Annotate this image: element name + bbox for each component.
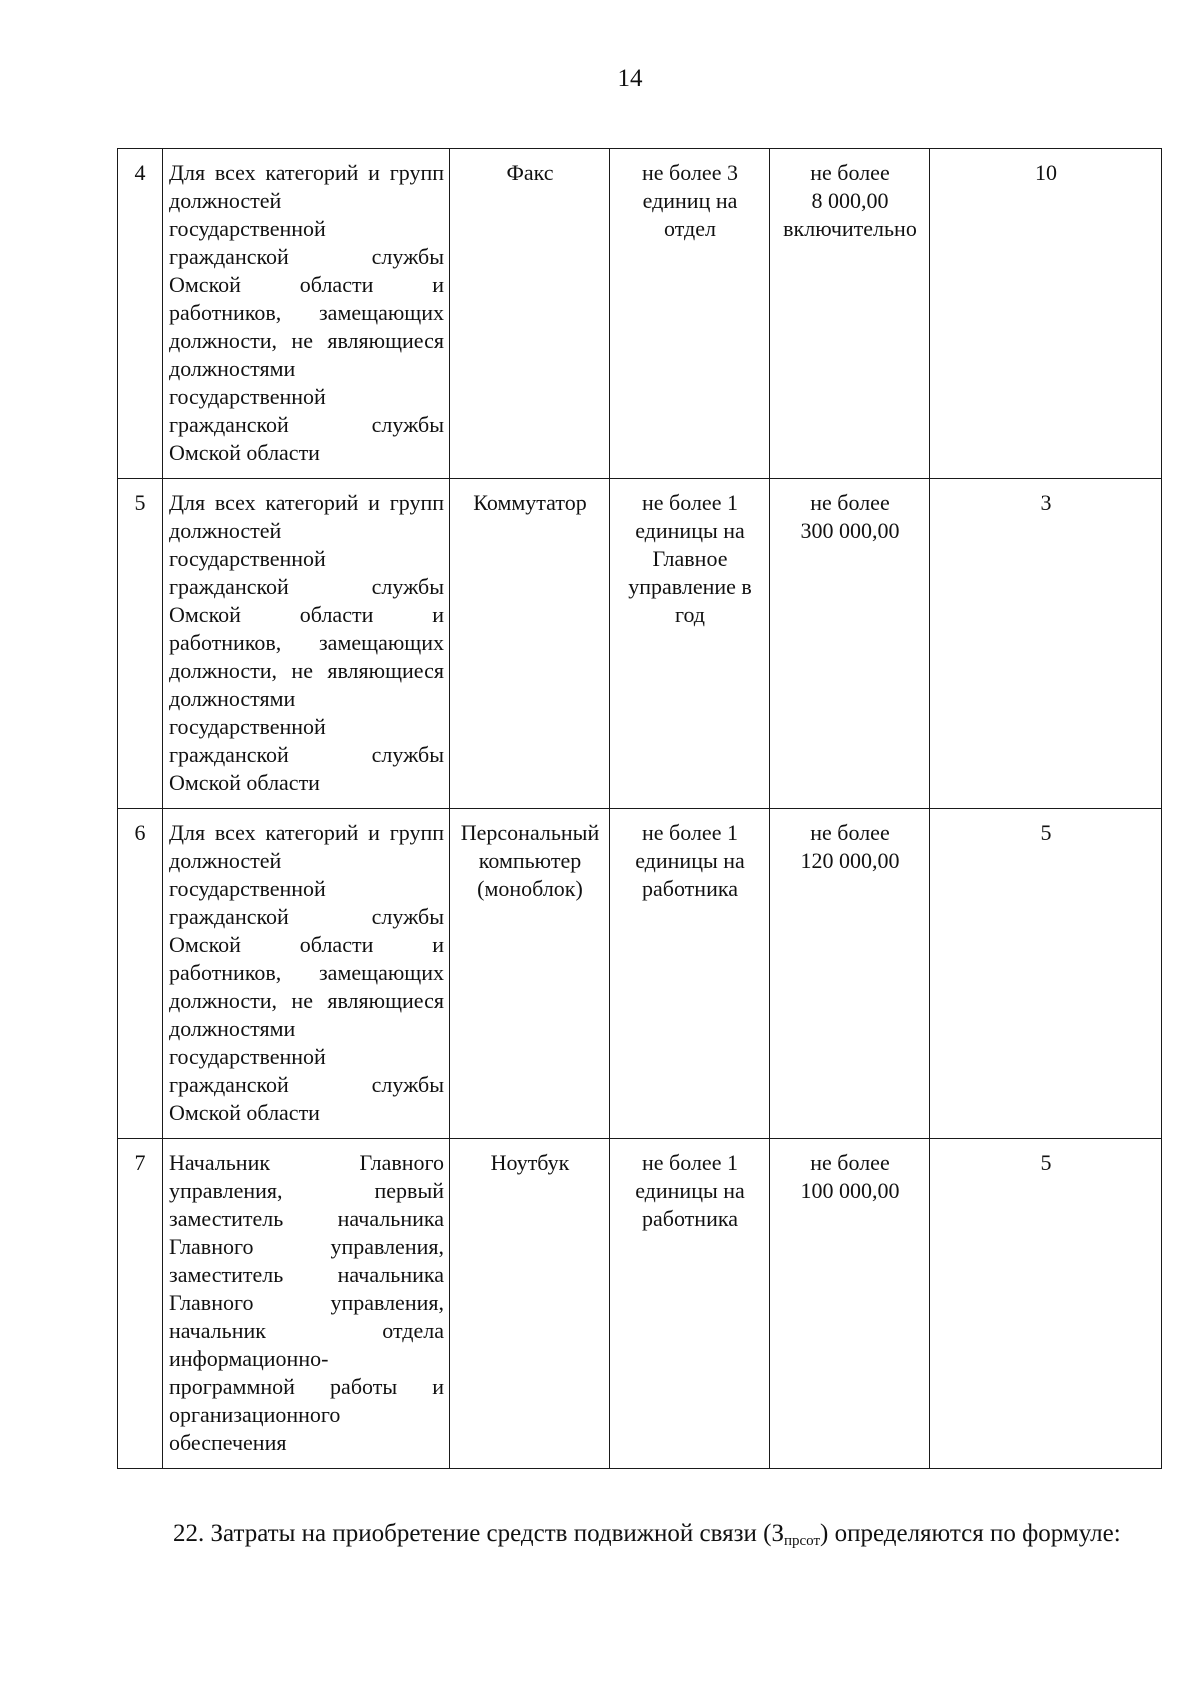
row-number: 7 bbox=[118, 1139, 163, 1469]
cell-line: единицы на bbox=[635, 518, 745, 543]
cell-line: Главного управления, bbox=[169, 1234, 444, 1259]
paragraph-text-before: 22. Затраты на приобретение средств подвижной связи (З bbox=[173, 1520, 784, 1547]
cell-line: организационного bbox=[169, 1402, 341, 1427]
cell-line: должностями bbox=[169, 1016, 296, 1041]
cell-line: гражданской службы bbox=[169, 244, 444, 269]
cell-line: программной работы и bbox=[169, 1374, 444, 1399]
cell-line: начальник отдела bbox=[169, 1318, 444, 1343]
cell-line: не более bbox=[810, 160, 890, 185]
table-row bbox=[118, 479, 1162, 809]
cell-line: год bbox=[674, 602, 706, 627]
cell-line: работника bbox=[642, 876, 738, 901]
position-category bbox=[163, 1139, 450, 1469]
cell-line: должностей bbox=[169, 188, 282, 213]
cell-line: Омской области bbox=[169, 440, 320, 465]
quantity-norm bbox=[610, 149, 770, 479]
equipment-name bbox=[450, 149, 610, 479]
position-category bbox=[163, 149, 450, 479]
cell-line: Для всех категорий и групп bbox=[169, 820, 444, 845]
quantity-norm bbox=[610, 479, 770, 809]
cell-line: работников, замещающих bbox=[169, 960, 444, 985]
service-life: 5 bbox=[930, 809, 1162, 1139]
cell-line: включительно bbox=[783, 216, 917, 241]
cell-line: не более 1 bbox=[642, 820, 738, 845]
cell-line: компьютер bbox=[478, 848, 582, 873]
position-category bbox=[163, 479, 450, 809]
row-number: 6 bbox=[118, 809, 163, 1139]
cell-line: не более 3 bbox=[642, 160, 738, 185]
table-row bbox=[118, 1139, 1162, 1469]
cell-line: государственной bbox=[169, 876, 326, 901]
price-norm bbox=[770, 479, 930, 809]
norms-table bbox=[117, 148, 1162, 1469]
cell-line: Главного управления, bbox=[169, 1290, 444, 1315]
equipment-name bbox=[450, 1139, 610, 1469]
price-norm bbox=[770, 149, 930, 479]
service-life: 10 bbox=[930, 149, 1162, 479]
cell-line: Омской области и bbox=[169, 602, 444, 627]
cell-line: должности, не являющиеся bbox=[169, 328, 444, 353]
price-norm bbox=[770, 1139, 930, 1469]
cell-line: Персональный bbox=[460, 820, 600, 845]
cell-line: не более bbox=[810, 490, 890, 515]
service-life: 5 bbox=[930, 1139, 1162, 1469]
cell-line: не более bbox=[810, 1150, 890, 1175]
cell-line: Омской области и bbox=[169, 932, 444, 957]
cell-line: гражданской службы bbox=[169, 742, 444, 767]
page-number: 14 bbox=[617, 65, 643, 92]
row-number: 4 bbox=[118, 149, 163, 479]
service-life: 3 bbox=[930, 479, 1162, 809]
cell-line: работника bbox=[642, 1206, 738, 1231]
cell-line: Ноутбук bbox=[490, 1150, 570, 1175]
cell-line: должностями bbox=[169, 356, 296, 381]
cell-line: Для всех категорий и групп bbox=[169, 490, 444, 515]
cell-line: Омской области и bbox=[169, 272, 444, 297]
cell-line: Омской области bbox=[169, 770, 320, 795]
cell-line: государственной bbox=[169, 216, 326, 241]
cell-line: государственной bbox=[169, 546, 326, 571]
cell-line: гражданской службы bbox=[169, 1072, 444, 1097]
row-number: 5 bbox=[118, 479, 163, 809]
cell-line: должностей bbox=[169, 518, 282, 543]
cell-line: Главное bbox=[652, 546, 728, 571]
cell-line: должности, не являющиеся bbox=[169, 658, 444, 683]
cell-line: единицы на bbox=[635, 1178, 745, 1203]
cell-line: обеспечения bbox=[169, 1430, 287, 1455]
cell-line: гражданской службы bbox=[169, 904, 444, 929]
cell-line: государственной bbox=[169, 1044, 326, 1069]
equipment-name bbox=[450, 809, 610, 1139]
cell-line: Для всех категорий и групп bbox=[169, 160, 444, 185]
cell-line: Коммутатор bbox=[473, 490, 587, 515]
price-norm bbox=[770, 809, 930, 1139]
cell-line: не более bbox=[810, 820, 890, 845]
cell-line: должностями bbox=[169, 686, 296, 711]
table-row bbox=[118, 809, 1162, 1139]
paragraph-text-after: ) определяются по формуле: bbox=[820, 1520, 1121, 1547]
cell-line: 120 000,00 bbox=[800, 848, 900, 873]
table-body bbox=[118, 149, 1162, 1469]
table-row bbox=[118, 149, 1162, 479]
paragraph-subscript: прсот bbox=[783, 1533, 821, 1549]
cell-line: Омской области bbox=[169, 1100, 320, 1125]
cell-line: работников, замещающих bbox=[169, 630, 444, 655]
cell-line: информационно- bbox=[169, 1346, 329, 1371]
cell-line: 300 000,00 bbox=[800, 518, 900, 543]
cell-line: не более 1 bbox=[642, 490, 738, 515]
cell-line: государственной bbox=[169, 384, 326, 409]
cell-line: гражданской службы bbox=[169, 412, 444, 437]
cell-line: единицы на bbox=[635, 848, 745, 873]
quantity-norm bbox=[610, 809, 770, 1139]
equipment-name bbox=[450, 479, 610, 809]
position-category bbox=[163, 809, 450, 1139]
cell-line: Факс bbox=[506, 160, 554, 185]
cell-line: отдел bbox=[664, 216, 716, 241]
cell-line: управление в bbox=[628, 574, 752, 599]
formula-intro-paragraph bbox=[117, 1518, 1162, 1550]
cell-line: Начальник Главного bbox=[169, 1150, 444, 1175]
cell-line: единиц на bbox=[642, 188, 738, 213]
cell-line: (моноблок) bbox=[477, 876, 583, 901]
cell-line: не более 1 bbox=[642, 1150, 738, 1175]
cell-line: заместитель начальника bbox=[169, 1262, 444, 1287]
quantity-norm bbox=[610, 1139, 770, 1469]
cell-line: 8 000,00 bbox=[811, 188, 889, 213]
cell-line: должностей bbox=[169, 848, 282, 873]
cell-line: работников, замещающих bbox=[169, 300, 444, 325]
cell-line: управления, первый bbox=[169, 1178, 444, 1203]
cell-line: должности, не являющиеся bbox=[169, 988, 444, 1013]
cell-line: 100 000,00 bbox=[800, 1178, 900, 1203]
cell-line: государственной bbox=[169, 714, 326, 739]
cell-line: гражданской службы bbox=[169, 574, 444, 599]
cell-line: заместитель начальника bbox=[169, 1206, 444, 1231]
